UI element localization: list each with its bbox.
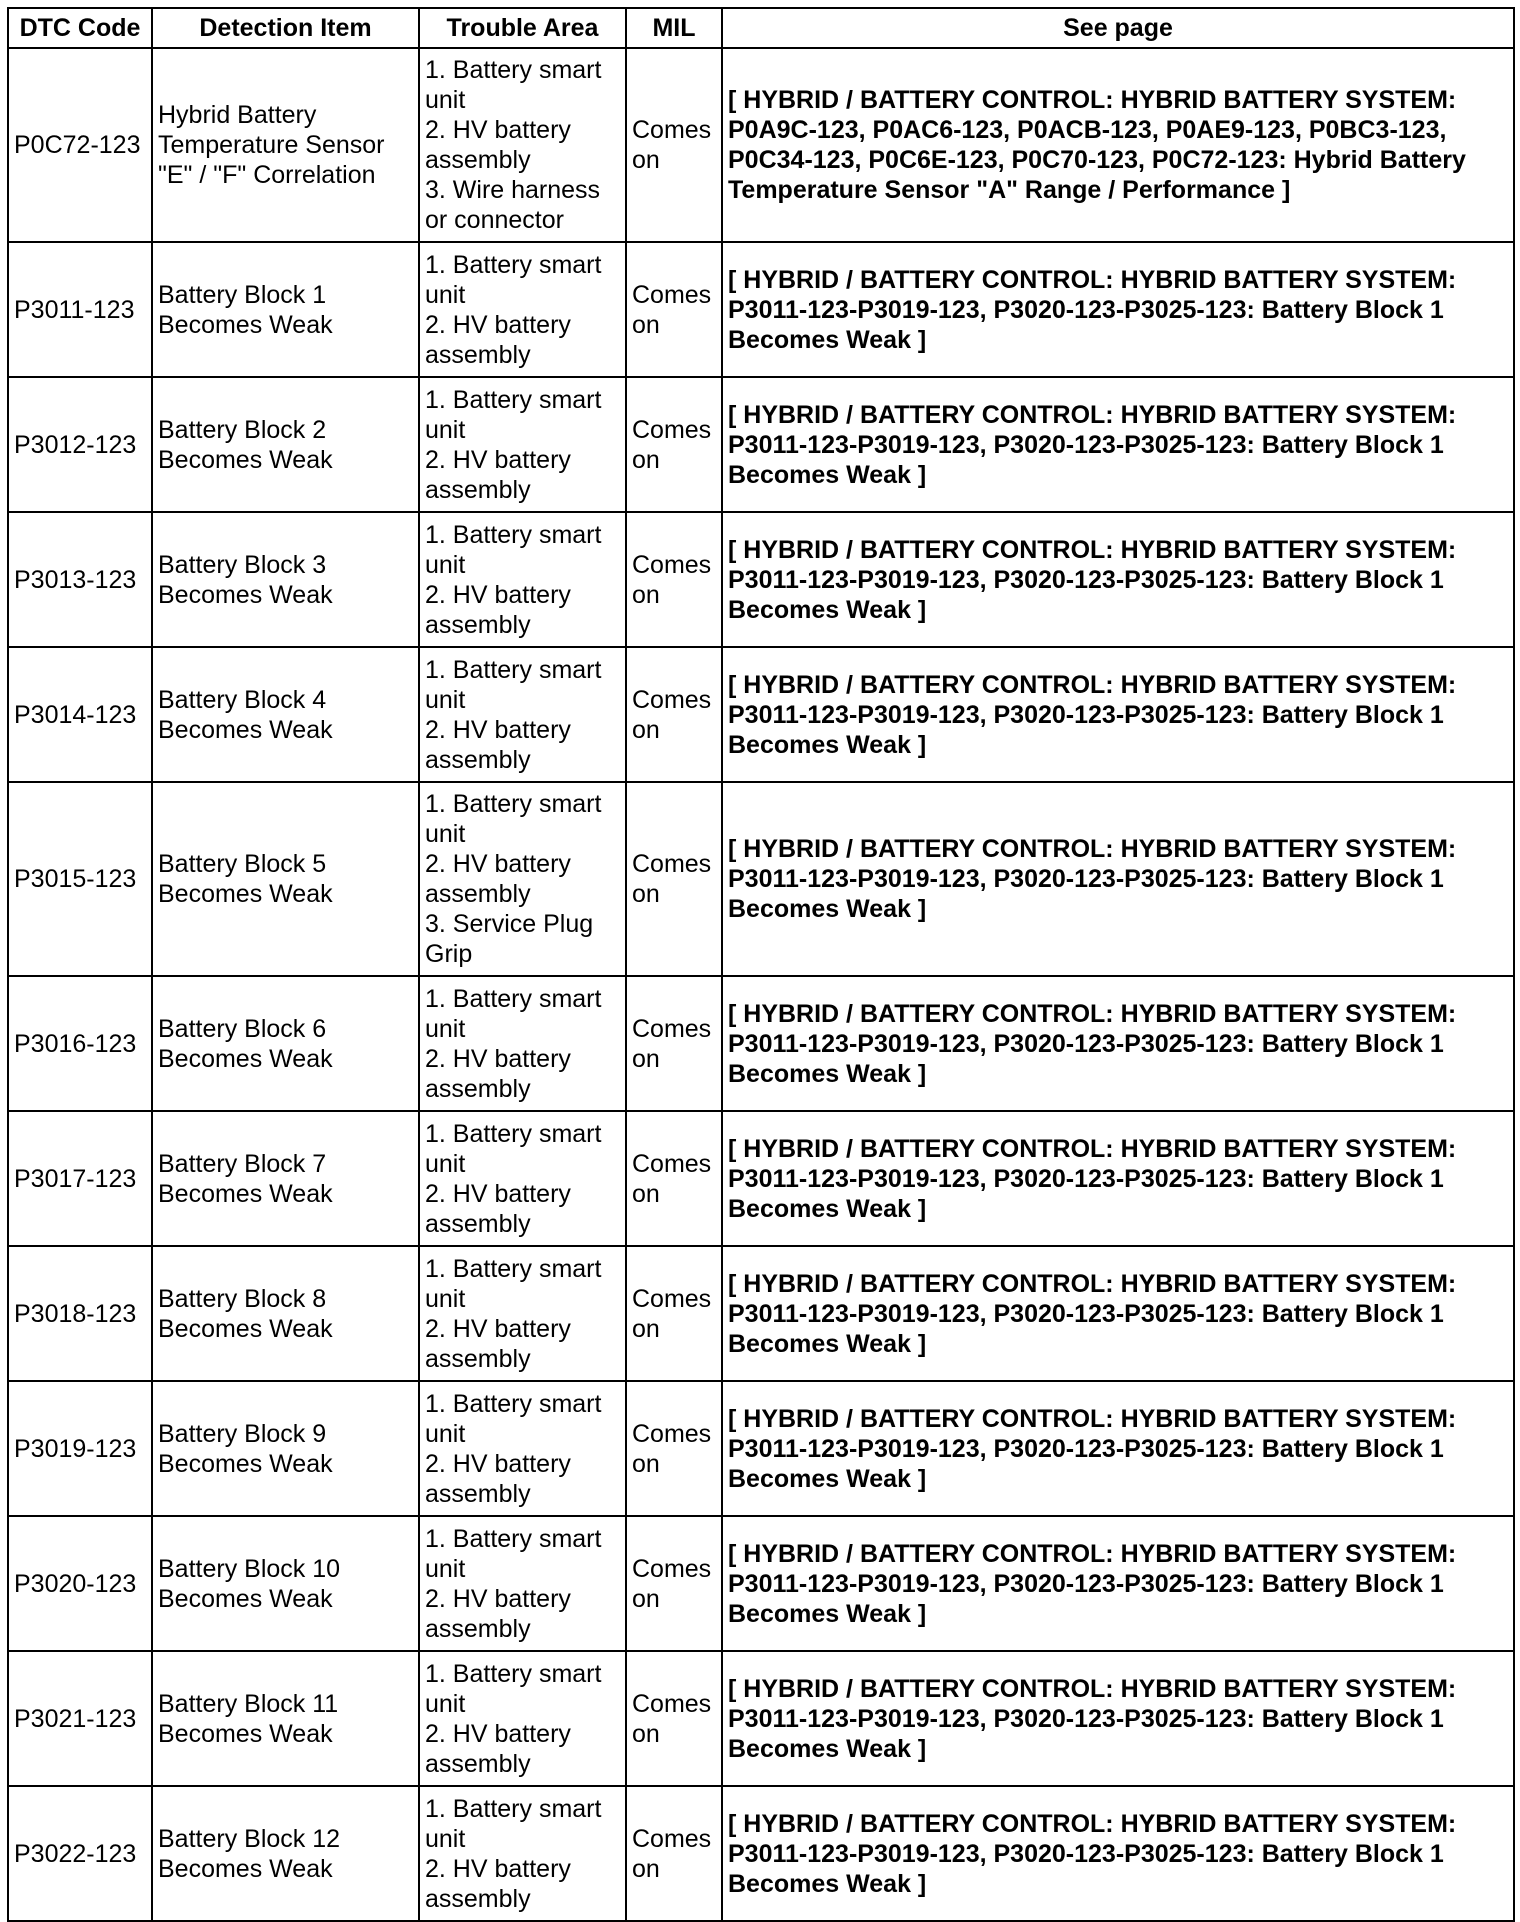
cell-text-line: [ HYBRID / BATTERY CONTROL: HYBRID BATTERY SYSTEM: (728, 835, 1457, 863)
see-page-cell (722, 1111, 1514, 1246)
dtc-code-cell: P3011-123 (8, 242, 152, 377)
dtc-code-cell: P3022-123 (8, 1786, 152, 1921)
cell-text-line: assembly (425, 475, 531, 504)
table-row (8, 1786, 1514, 1921)
cell-text-line: P3011-123-P3019-123, P3020-123-P3025-123: Battery Block 1 (728, 700, 1444, 729)
see-page-cell (722, 48, 1514, 242)
cell-text-line: unit (425, 280, 466, 309)
cell-text-line: unit (425, 820, 466, 848)
detection-item-cell (152, 377, 419, 512)
cell-text-line: Becomes Weak (158, 310, 333, 339)
dtc-code-cell: P3015-123 (8, 782, 152, 976)
cell-text-line: Temperature Sensor "A" Range / Performance ] (728, 176, 1291, 204)
cell-text-line: Becomes Weak (158, 1584, 333, 1613)
cell-text-line: on (632, 146, 660, 174)
trouble-area-cell (419, 976, 626, 1111)
mil-cell (626, 377, 722, 512)
cell-text-line: assembly (425, 745, 531, 774)
cell-text-line: unit (425, 550, 466, 579)
cell-text-line: 2. HV battery (425, 1314, 571, 1343)
cell-text-line: P3011-123-P3019-123, P3020-123-P3025-123: Battery Block 1 (728, 865, 1444, 893)
trouble-area-cell (419, 647, 626, 782)
cell-text-line: P3011-123-P3019-123, P3020-123-P3025-123: Battery Block 1 (728, 565, 1444, 594)
cell-text-line: 1. Battery smart (425, 1389, 602, 1418)
cell-text-line: unit (425, 1284, 466, 1313)
cell-text-line: Becomes Weak (158, 1449, 333, 1478)
cell-text-line: Becomes Weak ] (728, 730, 927, 759)
table-row (8, 512, 1514, 647)
cell-text-line: Comes (632, 1284, 712, 1313)
cell-text-line: Comes (632, 850, 712, 878)
cell-text-line: unit (425, 1419, 466, 1448)
cell-text-line: 1. Battery smart (425, 1119, 602, 1148)
see-page-cell (722, 1246, 1514, 1381)
trouble-area-cell (419, 1651, 626, 1786)
trouble-area-cell (419, 1381, 626, 1516)
cell-text-line: 2. HV battery (425, 1854, 571, 1883)
mil-cell (626, 1651, 722, 1786)
cell-text-line: assembly (425, 1344, 531, 1373)
cell-text-line: unit (425, 86, 466, 114)
cell-text-line: [ HYBRID / BATTERY CONTROL: HYBRID BATTERY SYSTEM: (728, 1674, 1457, 1703)
cell-text-line: 2. HV battery (425, 1044, 571, 1073)
cell-text-line: 2. HV battery (425, 116, 571, 144)
see-page-cell (722, 647, 1514, 782)
cell-text-line: 1. Battery smart (425, 655, 602, 684)
detection-item-cell (152, 1246, 419, 1381)
cell-text-line: 1. Battery smart (425, 1659, 602, 1688)
cell-text-line: Battery Block 12 (158, 1824, 341, 1853)
cell-text-line: Becomes Weak ] (728, 1059, 927, 1088)
table-body (8, 48, 1514, 1921)
cell-text-line: "E" / "F" Correlation (158, 161, 376, 189)
mil-cell (626, 782, 722, 976)
see-page-cell (722, 782, 1514, 976)
detection-item-cell (152, 647, 419, 782)
cell-text-line: Hybrid Battery (158, 101, 317, 129)
cell-text-line: Becomes Weak ] (728, 1734, 927, 1763)
detection-item-cell (152, 1381, 419, 1516)
cell-text-line: P0A9C-123, P0AC6-123, P0ACB-123, P0AE9-123, P0BC3-123, (728, 116, 1447, 144)
cell-text-line: on (632, 1449, 660, 1478)
mil-cell (626, 647, 722, 782)
cell-text-line: Comes (632, 1824, 712, 1853)
dtc-code-cell: P3019-123 (8, 1381, 152, 1516)
cell-text-line: P0C34-123, P0C6E-123, P0C70-123, P0C72-123: Hybrid Battery (728, 146, 1466, 174)
detection-item-cell (152, 242, 419, 377)
table-row (8, 1111, 1514, 1246)
cell-text-line: [ HYBRID / BATTERY CONTROL: HYBRID BATTERY SYSTEM: (728, 670, 1457, 699)
dtc-code-cell: P3017-123 (8, 1111, 152, 1246)
cell-text-line: 2. HV battery (425, 715, 571, 744)
cell-text-line: [ HYBRID / BATTERY CONTROL: HYBRID BATTERY SYSTEM: (728, 1809, 1457, 1838)
cell-text-line: unit (425, 415, 466, 444)
cell-text-line: Becomes Weak (158, 1314, 333, 1343)
cell-text-line: [ HYBRID / BATTERY CONTROL: HYBRID BATTERY SYSTEM: (728, 1404, 1457, 1433)
table-row (8, 1651, 1514, 1786)
cell-text-line: Battery Block 8 (158, 1284, 327, 1313)
dtc-code-cell: P0C72-123 (8, 48, 152, 242)
mil-cell (626, 48, 722, 242)
header-dtc-code: DTC Code (8, 8, 152, 48)
cell-text-line: 2. HV battery (425, 1719, 571, 1748)
cell-text-line: unit (425, 1824, 466, 1853)
cell-text-line: 1. Battery smart (425, 1254, 602, 1283)
mil-cell (626, 1111, 722, 1246)
table-row (8, 1516, 1514, 1651)
mil-cell (626, 512, 722, 647)
cell-text-line: Battery Block 9 (158, 1419, 327, 1448)
cell-text-line: Battery Block 11 (158, 1689, 339, 1718)
cell-text-line: Battery Block 4 (158, 685, 327, 714)
cell-text-line: [ HYBRID / BATTERY CONTROL: HYBRID BATTERY SYSTEM: (728, 1539, 1457, 1568)
cell-text-line: Comes (632, 1419, 712, 1448)
mil-cell (626, 1516, 722, 1651)
cell-text-line: 2. HV battery (425, 850, 571, 878)
mil-cell (626, 1246, 722, 1381)
cell-text-line: P3011-123-P3019-123, P3020-123-P3025-123: Battery Block 1 (728, 1029, 1444, 1058)
trouble-area-cell (419, 1246, 626, 1381)
cell-text-line: on (632, 1314, 660, 1343)
cell-text-line: Becomes Weak (158, 715, 333, 744)
see-page-cell (722, 1786, 1514, 1921)
cell-text-line: P3011-123-P3019-123, P3020-123-P3025-123: Battery Block 1 (728, 1569, 1444, 1598)
cell-text-line: P3011-123-P3019-123, P3020-123-P3025-123: Battery Block 1 (728, 1704, 1444, 1733)
cell-text-line: 3. Wire harness (425, 176, 601, 204)
cell-text-line: 1. Battery smart (425, 385, 602, 414)
dtc-code-cell: P3020-123 (8, 1516, 152, 1651)
cell-text-line: 1. Battery smart (425, 984, 602, 1013)
cell-text-line: Becomes Weak (158, 445, 333, 474)
table-row (8, 782, 1514, 976)
table-header-row (8, 8, 1514, 48)
trouble-area-cell (419, 1786, 626, 1921)
header-see-page: See page (722, 8, 1514, 48)
cell-text-line: assembly (425, 340, 531, 369)
cell-text-line: Becomes Weak ] (728, 1464, 927, 1493)
dtc-table (7, 7, 1515, 1922)
trouble-area-cell (419, 48, 626, 242)
dtc-code-cell: P3013-123 (8, 512, 152, 647)
table-row (8, 1246, 1514, 1381)
trouble-area-cell (419, 377, 626, 512)
cell-text-line: P3011-123-P3019-123, P3020-123-P3025-123: Battery Block 1 (728, 1434, 1444, 1463)
cell-text-line: assembly (425, 1749, 531, 1778)
cell-text-line: on (632, 580, 660, 609)
cell-text-line: 2. HV battery (425, 310, 571, 339)
header-mil: MIL (626, 8, 722, 48)
cell-text-line: assembly (425, 1209, 531, 1238)
dtc-code-cell: P3021-123 (8, 1651, 152, 1786)
detection-item-cell (152, 1516, 419, 1651)
table-row (8, 976, 1514, 1111)
header-detection-item: Detection Item (152, 8, 419, 48)
cell-text-line: Becomes Weak (158, 1719, 333, 1748)
table-row (8, 377, 1514, 512)
dtc-code-cell: P3018-123 (8, 1246, 152, 1381)
cell-text-line: Battery Block 1 (158, 280, 327, 309)
cell-text-line: Temperature Sensor (158, 131, 385, 159)
cell-text-line: Becomes Weak ] (728, 460, 927, 489)
cell-text-line: on (632, 310, 660, 339)
detection-item-cell (152, 512, 419, 647)
cell-text-line: assembly (425, 1884, 531, 1913)
cell-text-line: Battery Block 10 (158, 1554, 341, 1583)
cell-text-line: Comes (632, 280, 712, 309)
cell-text-line: [ HYBRID / BATTERY CONTROL: HYBRID BATTERY SYSTEM: (728, 999, 1457, 1028)
cell-text-line: on (632, 1719, 660, 1748)
mil-cell (626, 976, 722, 1111)
cell-text-line: Becomes Weak (158, 580, 333, 609)
table-row (8, 48, 1514, 242)
table-row (8, 647, 1514, 782)
detection-item-cell (152, 1651, 419, 1786)
cell-text-line: P3011-123-P3019-123, P3020-123-P3025-123: Battery Block 1 (728, 1839, 1444, 1868)
cell-text-line: unit (425, 1554, 466, 1583)
cell-text-line: unit (425, 1149, 466, 1178)
cell-text-line: [ HYBRID / BATTERY CONTROL: HYBRID BATTERY SYSTEM: (728, 265, 1457, 294)
cell-text-line: Becomes Weak ] (728, 1329, 927, 1358)
cell-text-line: assembly (425, 1074, 531, 1103)
cell-text-line: on (632, 445, 660, 474)
trouble-area-cell (419, 512, 626, 647)
cell-text-line: Comes (632, 550, 712, 579)
cell-text-line: on (632, 715, 660, 744)
detection-item-cell (152, 1786, 419, 1921)
cell-text-line: 1. Battery smart (425, 1794, 602, 1823)
trouble-area-cell (419, 782, 626, 976)
cell-text-line: 2. HV battery (425, 445, 571, 474)
cell-text-line: P3011-123-P3019-123, P3020-123-P3025-123: Battery Block 1 (728, 430, 1444, 459)
cell-text-line: [ HYBRID / BATTERY CONTROL: HYBRID BATTERY SYSTEM: (728, 1269, 1457, 1298)
dtc-code-cell: P3014-123 (8, 647, 152, 782)
cell-text-line: Becomes Weak (158, 1854, 333, 1883)
see-page-cell (722, 1651, 1514, 1786)
cell-text-line: assembly (425, 1479, 531, 1508)
see-page-cell (722, 512, 1514, 647)
cell-text-line: on (632, 1044, 660, 1073)
detection-item-cell (152, 48, 419, 242)
cell-text-line: 1. Battery smart (425, 790, 602, 818)
cell-text-line: Comes (632, 116, 712, 144)
cell-text-line: unit (425, 1014, 466, 1043)
dtc-code-cell: P3016-123 (8, 976, 152, 1111)
cell-text-line: P3011-123-P3019-123, P3020-123-P3025-123: Battery Block 1 (728, 1164, 1444, 1193)
cell-text-line: assembly (425, 146, 531, 174)
cell-text-line: Battery Block 2 (158, 415, 327, 444)
cell-text-line: assembly (425, 1614, 531, 1643)
mil-cell (626, 1786, 722, 1921)
see-page-cell (722, 377, 1514, 512)
cell-text-line: Becomes Weak ] (728, 325, 927, 354)
cell-text-line: 1. Battery smart (425, 1524, 602, 1553)
trouble-area-cell (419, 242, 626, 377)
cell-text-line: [ HYBRID / BATTERY CONTROL: HYBRID BATTERY SYSTEM: (728, 535, 1457, 564)
see-page-cell (722, 976, 1514, 1111)
mil-cell (626, 242, 722, 377)
cell-text-line: Grip (425, 940, 473, 968)
cell-text-line: Comes (632, 685, 712, 714)
cell-text-line: Becomes Weak (158, 1179, 333, 1208)
cell-text-line: P3011-123-P3019-123, P3020-123-P3025-123: Battery Block 1 (728, 1299, 1444, 1328)
cell-text-line: assembly (425, 880, 531, 908)
cell-text-line: Comes (632, 1014, 712, 1043)
cell-text-line: Becomes Weak ] (728, 1194, 927, 1223)
cell-text-line: Becomes Weak ] (728, 1599, 927, 1628)
cell-text-line: 3. Service Plug (425, 910, 594, 938)
dtc-code-cell: P3012-123 (8, 377, 152, 512)
table-row (8, 242, 1514, 377)
trouble-area-cell (419, 1516, 626, 1651)
cell-text-line: 2. HV battery (425, 1584, 571, 1613)
cell-text-line: unit (425, 685, 466, 714)
cell-text-line: or connector (425, 206, 564, 234)
cell-text-line: Battery Block 7 (158, 1149, 327, 1178)
cell-text-line: 2. HV battery (425, 1179, 571, 1208)
cell-text-line: on (632, 1179, 660, 1208)
cell-text-line: 2. HV battery (425, 1449, 571, 1478)
cell-text-line: 1. Battery smart (425, 56, 602, 84)
see-page-cell (722, 1381, 1514, 1516)
cell-text-line: [ HYBRID / BATTERY CONTROL: HYBRID BATTERY SYSTEM: (728, 86, 1457, 114)
trouble-area-cell (419, 1111, 626, 1246)
cell-text-line: 1. Battery smart (425, 520, 602, 549)
cell-text-line: Comes (632, 1149, 712, 1178)
mil-cell (626, 1381, 722, 1516)
see-page-cell (722, 1516, 1514, 1651)
cell-text-line: Becomes Weak (158, 880, 333, 908)
cell-text-line: Comes (632, 1689, 712, 1718)
cell-text-line: Becomes Weak (158, 1044, 333, 1073)
cell-text-line: 1. Battery smart (425, 250, 602, 279)
cell-text-line: Becomes Weak ] (728, 1869, 927, 1898)
cell-text-line: on (632, 1854, 660, 1883)
cell-text-line: unit (425, 1689, 466, 1718)
table-row (8, 1381, 1514, 1516)
cell-text-line: Battery Block 5 (158, 850, 327, 878)
cell-text-line: P3011-123-P3019-123, P3020-123-P3025-123: Battery Block 1 (728, 295, 1444, 324)
detection-item-cell (152, 1111, 419, 1246)
cell-text-line: 2. HV battery (425, 580, 571, 609)
cell-text-line: assembly (425, 610, 531, 639)
cell-text-line: [ HYBRID / BATTERY CONTROL: HYBRID BATTERY SYSTEM: (728, 400, 1457, 429)
cell-text-line: Battery Block 3 (158, 550, 327, 579)
cell-text-line: Becomes Weak ] (728, 895, 927, 923)
cell-text-line: on (632, 1584, 660, 1613)
detection-item-cell (152, 782, 419, 976)
cell-text-line: on (632, 880, 660, 908)
cell-text-line: Comes (632, 415, 712, 444)
header-trouble-area: Trouble Area (419, 8, 626, 48)
cell-text-line: Becomes Weak ] (728, 595, 927, 624)
detection-item-cell (152, 976, 419, 1111)
cell-text-line: Comes (632, 1554, 712, 1583)
cell-text-line: Battery Block 6 (158, 1014, 327, 1043)
see-page-cell (722, 242, 1514, 377)
cell-text-line: [ HYBRID / BATTERY CONTROL: HYBRID BATTERY SYSTEM: (728, 1134, 1457, 1163)
